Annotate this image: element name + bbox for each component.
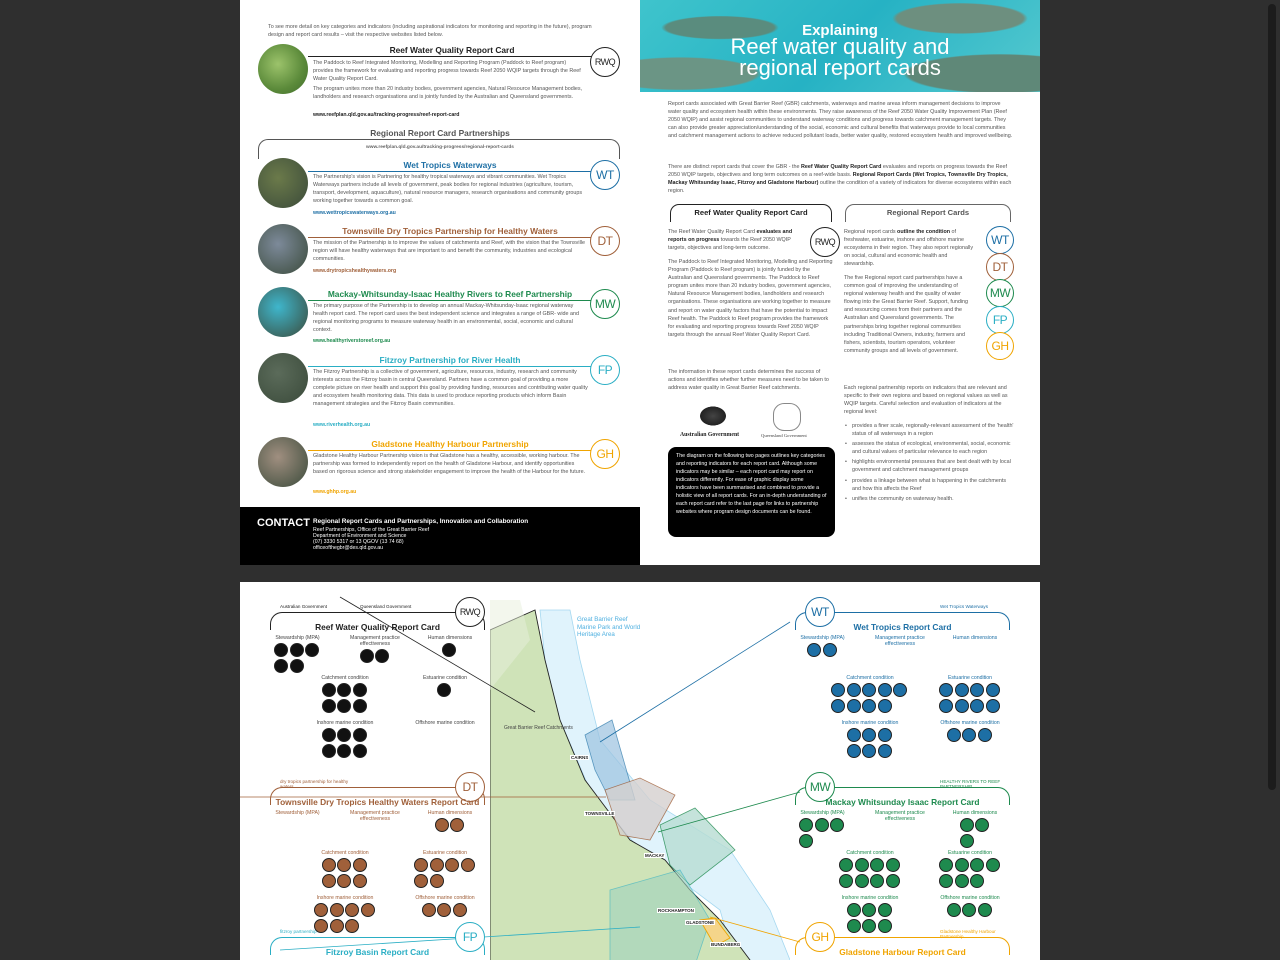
partner-link[interactable]: www.ghhp.org.au <box>313 489 357 495</box>
indicator-icon <box>878 683 892 697</box>
indicator-icon <box>986 683 1000 697</box>
indicator-icon <box>337 699 351 713</box>
category-label-inshore: Inshore marine condition <box>316 895 374 901</box>
indicator-icon <box>445 858 459 872</box>
category-label-stewardship: Stewardship (MPA) <box>275 635 320 641</box>
regional-badge-gh: GH <box>986 332 1014 360</box>
indicator-icon <box>978 728 992 742</box>
category-label-estuarine: Estuarine condition <box>422 675 468 681</box>
indicator-icon <box>960 834 974 848</box>
indicator-icon <box>830 818 844 832</box>
indicator-icon <box>831 683 845 697</box>
regional-badge-fp: FP <box>986 306 1014 334</box>
indicator-icon <box>360 649 374 663</box>
indicator-icon <box>878 728 892 742</box>
indicator-icon <box>330 919 344 933</box>
intro-para-2: There are distinct report cards that cover the GBR - the Reef Water Quality Report Card evaluates and reports on progress towards the Reef 2050 WQIP targets, objectives and long term outcomes on a reef-wide basis. Regional Report Cards (Wet Tropics, Townsville Dry Tropics, Mackay Whitsunday Isaac, Fitzroy and Gladstone Harbour) outline the condition of a variety of indicators for diverse ecosystems within each region. <box>668 164 1012 195</box>
city-label: BUNDABERG <box>711 942 741 947</box>
category-label-mpe: Management practice effectiveness <box>875 635 925 647</box>
wt-card-title: Wet Tropics Report Card <box>853 622 952 632</box>
partner-text: Gladstone Healthy Harbour Partnership vision is that Gladstone has a healthy, accessible, working harbour. The partnership was formed to independently report on the health of Gladstone Harbour, and identify opportunities based on rigorous science and strong stakeholder engagement to improve the health of the Harbour for the future. <box>313 453 586 476</box>
gh-card-title: Gladstone Harbour Report Card <box>839 947 966 957</box>
indicator-icon <box>855 874 869 888</box>
indicator-icon <box>955 874 969 888</box>
category-label-human: Human dimensions <box>427 810 473 816</box>
contact-line: Department of Environment and Science <box>313 533 407 539</box>
mw-logo: HEALTHY RIVERS TO REEF PARTNERSHIP <box>940 779 1001 789</box>
partner-text: The mission of the Partnership is to improve the values of catchments and Reef, with the vision that the Townsville region will have healthy waterways that are important to and benefit the community, industries and ecological communities. <box>313 240 585 263</box>
qld-gov-logo-text: Queensland Government <box>761 433 807 438</box>
category-label-stewardship: Stewardship (MPA) <box>800 635 845 641</box>
indicator-icon <box>970 683 984 697</box>
rwq-link[interactable]: www.reefplan.qld.gov.au/tracking-progress/reef-report-card <box>313 112 460 118</box>
indicator-icon <box>886 874 900 888</box>
indicator-icon <box>422 903 436 917</box>
partner-title: Fitzroy Partnership for River Health <box>379 355 521 365</box>
category-label-inshore: Inshore marine condition <box>316 720 374 726</box>
partner-photo <box>258 353 308 403</box>
partner-badge: MW <box>590 289 620 319</box>
city-label: ROCKHAMPTON <box>658 908 694 913</box>
regional-title: Regional Report Card Partnerships <box>370 128 510 138</box>
contact-panel <box>240 507 640 565</box>
indicator-icon <box>970 699 984 713</box>
indicator-icon <box>862 919 876 933</box>
indicator-icon <box>437 683 451 697</box>
banner-line1: Explaining <box>802 22 878 39</box>
dt-card-title: Townsville Dry Tropics Healthy Waters Report Card <box>275 797 480 807</box>
category-label-estuarine: Estuarine condition <box>422 850 468 856</box>
indicator-icon <box>939 699 953 713</box>
regional-box-text-1: Regional report cards outline the condition of freshwater, estuarine, inshore and offshore marine ecosystems in their region. They also report regionally on social, cultural and economic health and stewardship. <box>844 229 974 268</box>
indicator-icon <box>939 858 953 872</box>
indicator-icon <box>960 818 974 832</box>
gh-logo: Gladstone Healthy Harbour Partnership <box>940 929 996 939</box>
indicator-icon <box>847 919 861 933</box>
indicator-icon <box>375 649 389 663</box>
indicator-icon <box>823 643 837 657</box>
indicator-icon <box>878 699 892 713</box>
regional-box-text-3: Each regional partnership reports on indicators that are relevant and specific to their own regions and based on regional values as well as WQIP targets. Careful selection and evaluation of indicators at the regional level: <box>844 385 1008 416</box>
page-right <box>640 0 1040 565</box>
indicator-icon <box>450 818 464 832</box>
indicator-icon <box>986 858 1000 872</box>
indicator-icon <box>322 874 336 888</box>
regional-badge-mw: MW <box>986 279 1014 307</box>
mw-badge: MW <box>805 772 835 802</box>
page-diagram <box>240 582 1040 960</box>
category-label-inshore: Inshore marine condition <box>841 895 899 901</box>
category-label-stewardship: Stewardship (MPA) <box>275 810 320 816</box>
partner-photo <box>258 287 308 337</box>
intro-text: To see more detail on key categories and indicators (including aspirational indicators for monitoring and reporting in the future), program design and report card results – visit the respective websites listed below. <box>268 24 592 39</box>
indicator-icon <box>962 728 976 742</box>
category-label-mpe: Management practice effectiveness <box>350 810 400 822</box>
bullet: • provides a linkage between what is happening in the catchments and how this affects the Reef <box>844 477 1016 493</box>
rwq-photo <box>258 44 308 94</box>
indicator-icon <box>970 874 984 888</box>
dt-badge: DT <box>455 772 485 802</box>
partner-link[interactable]: www.healthyriverstoreef.org.au <box>313 338 391 344</box>
indicator-icon <box>453 903 467 917</box>
indicator-icon <box>414 874 428 888</box>
contact-label: CONTACT <box>257 517 310 529</box>
aus-gov-logo-text: Australian Government <box>680 432 740 438</box>
indicator-icon <box>878 919 892 933</box>
indicator-icon <box>353 728 367 742</box>
city-label: GLADSTONE <box>686 920 715 925</box>
indicator-icon <box>839 874 853 888</box>
partner-photo <box>258 158 308 208</box>
partner-photo <box>258 437 308 487</box>
partner-title: Wet Tropics Waterways <box>403 160 497 170</box>
indicator-icon <box>978 903 992 917</box>
page-left <box>240 0 640 565</box>
category-label-human: Human dimensions <box>427 635 473 641</box>
regional-link[interactable]: www.reefplan.qld.gov.au/tracking-progress/regional-report-cards <box>366 145 514 150</box>
indicator-icon <box>322 858 336 872</box>
indicator-icon <box>886 858 900 872</box>
fp-card-title: Fitzroy Basin Report Card <box>325 947 430 957</box>
category-label-offshore: Offshore marine condition <box>415 895 475 901</box>
regional-box-text-2: The five Regional report card partnerships have a common goal of improving the understanding of regional waterway health and the quality of water flowing into the Great Barrier Reef. Support, funding and resourcing comes from their partners and the Australian and Queensland governments. The partnerships bring together regional communities including Traditional Owners, industry, farmers and fishers, scientists, tourism operators, volunteer community groups and all levels of government. <box>844 275 969 354</box>
indicator-icon <box>831 699 845 713</box>
indicator-icon <box>986 699 1000 713</box>
indicator-icon <box>862 683 876 697</box>
indicator-icon <box>975 818 989 832</box>
rwq-text-2: The program unites more than 20 industry bodies, government agencies, Natural Resource Management bodies, landholders and research organisations and is jointly funded by the Australian and Queensland governments. <box>313 86 583 101</box>
partner-badge: DT <box>590 226 620 256</box>
rwq-box-text-2: The Paddock to Reef Integrated Monitoring, Modelling and Reporting Program (Paddock to Reef program) is jointly funded by the Australian and Queensland governments. The Paddock to Reef program unites more than 20 industry bodies, government agencies, Natural Resource Management bodies, landholders and research organisations. These organisations are working together to measure and report on water quality factors that have the potential to impact Reef health. The Paddock to Reef program provides the framework for evaluating and reporting progress towards Reef 2050 WQIP targets through the annual Reef Water Quality Report Card. <box>668 259 833 338</box>
partner-title: Gladstone Healthy Harbour Partnership <box>371 439 529 449</box>
indicator-icon <box>345 919 359 933</box>
indicator-icon <box>305 643 319 657</box>
category-label-catchment: Catchment condition <box>321 675 369 681</box>
indicator-icon <box>862 699 876 713</box>
gh-badge: GH <box>805 922 835 952</box>
indicator-icon <box>947 903 961 917</box>
catchments-label: Great Barrier Reef Catchments <box>504 725 573 731</box>
bullet: • provides a finer scale, regionally-relevant assessment of the 'health' status of all waterways in a region <box>844 422 1016 438</box>
indicator-icon <box>939 683 953 697</box>
rwq-box-text-3: The information in these report cards determines the success of actions and identifies whether further measures need to be taken to address water quality in Great Barrier Reef catchments. <box>668 369 829 392</box>
rwq-text-1: The Paddock to Reef Integrated Monitoring, Modelling and Reporting Program (Paddock to Reef program) provides the framework for evaluating and reporting progress towards Reef 2050 WQIP targets through the Reef Water Quality Report Card. <box>313 60 581 83</box>
wt-badge: WT <box>805 597 835 627</box>
indicator-icon <box>862 744 876 758</box>
rwq-logo-2: Queensland Government <box>360 604 412 609</box>
bullet: • assesses the status of ecological, environmental, social, economic and cultural values of particular relevance to each region <box>844 440 1016 456</box>
banner-line3: regional report cards <box>739 55 941 80</box>
indicator-icon <box>461 858 475 872</box>
indicator-icon <box>962 903 976 917</box>
intro-para-1: Report cards associated with Great Barrier Reef (GBR) catchments, waterways and marine areas inform management decisions to improve water quality and ecosystem health within these environments. They raise awareness of the Reef 2050 Water Quality Improvement Plan (Reef 2050 WQIP) and assist regional communities to understand waterway conditions and progress towards catchment management targets. They can also provide greater appreciation/understanding of the social, economic and cultural benefits that waterways provide to local communities and catchment management actions to achieve reduced pollutant loads, better water quality, restored ecosystem health and improved wellbeing. <box>668 101 1013 140</box>
indicator-icon <box>870 874 884 888</box>
indicator-icon <box>430 874 444 888</box>
indicator-icon <box>337 728 351 742</box>
indicator-icon <box>337 874 351 888</box>
indicator-icon <box>878 744 892 758</box>
indicator-icon <box>314 903 328 917</box>
category-label-offshore: Offshore marine condition <box>940 895 1000 901</box>
indicator-icon <box>839 858 853 872</box>
category-label-offshore: Offshore marine condition <box>415 720 475 726</box>
indicator-icon <box>847 903 861 917</box>
indicator-icon <box>878 903 892 917</box>
indicator-icon <box>893 683 907 697</box>
indicator-icon <box>799 834 813 848</box>
category-label-offshore: Offshore marine condition <box>940 720 1000 726</box>
city-label: MACKAY <box>645 853 665 858</box>
partner-badge: WT <box>590 160 620 190</box>
contact-line: Reef Partnerships, Office of the Great Barrier Reef <box>313 527 430 533</box>
rwq-card-title: Reef Water Quality Report Card <box>315 622 440 632</box>
regional-box-title: Regional Report Cards <box>886 208 970 217</box>
indicator-icon <box>353 858 367 872</box>
indicator-icon <box>337 858 351 872</box>
bullet: • unifies the community on waterway health. <box>844 495 1016 503</box>
wt-logo: Wet Tropics Waterways <box>940 604 988 609</box>
partner-link[interactable]: www.drytropicshealthywaters.org <box>313 268 397 274</box>
category-label-estuarine: Estuarine condition <box>947 850 993 856</box>
partner-badge: GH <box>590 439 620 469</box>
category-label-inshore: Inshore marine condition <box>841 720 899 726</box>
category-label-mpe: Management practice effectiveness <box>875 810 925 822</box>
indicator-icon <box>435 818 449 832</box>
partner-title: Mackay-Whitsunday-Isaac Healthy Rivers to Reef Partnership <box>327 289 573 299</box>
indicator-icon <box>799 818 813 832</box>
dt-logo: dry tropics partnership for healthy waters <box>280 779 349 789</box>
rwq-box-title: Reef Water Quality Report Card <box>694 208 808 217</box>
category-label-human: Human dimensions <box>952 635 998 641</box>
indicator-icon <box>955 683 969 697</box>
category-label-catchment: Catchment condition <box>846 850 894 856</box>
indicator-icon <box>807 643 821 657</box>
australian-government-crest <box>698 405 728 427</box>
mw-card-title: Mackay Whitsunday Isaac Report Card <box>825 797 980 807</box>
rwq-box-text-1: The Reef Water Quality Report Card evaluates and reports on progress towards the Reef 2050 WQIP targets, objectives and long-term outcome. <box>668 229 793 252</box>
indicator-icon <box>290 643 304 657</box>
vertical-scrollbar[interactable] <box>1268 4 1276 790</box>
indicator-icon <box>437 903 451 917</box>
indicator-icon <box>353 699 367 713</box>
indicator-icon <box>862 903 876 917</box>
indicator-icon <box>274 643 288 657</box>
indicator-icon <box>274 659 288 673</box>
indicator-icon <box>442 643 456 657</box>
indicator-icon <box>353 744 367 758</box>
indicator-icon <box>337 683 351 697</box>
rwq-badge: RWQ <box>455 597 485 627</box>
category-label-catchment: Catchment condition <box>321 850 369 856</box>
marine-park-label: Great Barrier Reef Marine Park and World Heritage Area <box>577 616 641 639</box>
partner-text: The Partnership's vision is Partnering for healthy tropical waterways and vibrant communities. Wet Tropics Waterways partners include all levels of government, peak bodies for regional industries (agriculture, tourism, transport, development, aquaculture), natural resource managers, research organisations and community groups working together towards a common goal. <box>313 174 583 205</box>
regional-bullets <box>844 422 1016 505</box>
category-label-mpe: Management practice effectiveness <box>350 635 400 647</box>
indicator-icon <box>330 903 344 917</box>
indicator-icon <box>322 744 336 758</box>
partner-text: The Fitzroy Partnership is a collective of government, agriculture, resources, industry, research and community interests across the Fitzroy basin in central Queensland. Partners have a common goal of providing a more complete picture on river health and support this goal by providing funding, resources and contributing water quality and ecosystem health monitoring data. This data is used to produce reporting products which inform Basin management strategies and the Fitzroy Basin communities. <box>313 369 588 408</box>
indicator-icon <box>862 728 876 742</box>
indicator-icon <box>955 699 969 713</box>
banner-image <box>640 0 1040 92</box>
indicator-icon <box>414 858 428 872</box>
queensland-government-crest <box>773 403 801 431</box>
contact-heading: Regional Report Cards and Partnerships, Innovation and Collaboration <box>313 518 529 525</box>
fp-badge: FP <box>455 922 485 952</box>
indicator-icon <box>322 728 336 742</box>
indicator-icon <box>322 683 336 697</box>
rwq-badge: RWQ <box>590 47 620 77</box>
category-label-estuarine: Estuarine condition <box>947 675 993 681</box>
partner-badge: FP <box>590 355 620 385</box>
indicator-icon <box>939 874 953 888</box>
partner-title: Townsville Dry Tropics Partnership for Healthy Waters <box>342 226 558 236</box>
indicator-icon <box>955 858 969 872</box>
category-label-stewardship: Stewardship (MPA) <box>800 810 845 816</box>
indicator-icon <box>290 659 304 673</box>
indicator-icon <box>322 699 336 713</box>
rwq-box-badge: RWQ <box>810 227 840 257</box>
partner-link[interactable]: www.wettropicswaterways.org.au <box>313 210 396 216</box>
city-label: TOWNSVILLE <box>585 811 615 816</box>
contact-email[interactable]: officeofthegbr@des.qld.gov.au <box>313 545 383 551</box>
regional-badge-wt: WT <box>986 226 1014 254</box>
category-label-human: Human dimensions <box>952 810 998 816</box>
bullet: • highlights environmental pressures that are best dealt with by local government and catchment management groups <box>844 458 1016 474</box>
indicator-icon <box>847 699 861 713</box>
indicator-icon <box>353 874 367 888</box>
indicator-icon <box>815 818 829 832</box>
rwq-title: Reef Water Quality Report Card <box>389 45 515 55</box>
note-box: The diagram on the following two pages outlines key categories and reporting indicators for each report card. Although some indicators may be similar – each report card may report on indicators differently. For ease of graphic display some indicators have been summarised and combined to provide a holistic view of all report cards. For an in-depth understanding of each report card refer to the last page for links to partnership websites where program design documents can be found. <box>668 447 835 537</box>
indicator-icon <box>847 683 861 697</box>
partner-link[interactable]: www.riverhealth.org.au <box>313 422 371 428</box>
indicator-icon <box>870 858 884 872</box>
partner-photo <box>258 224 308 274</box>
rwq-logo: Australian Government <box>280 604 327 609</box>
indicator-icon <box>947 728 961 742</box>
regional-badge-dt: DT <box>986 253 1014 281</box>
indicator-icon <box>353 683 367 697</box>
indicator-icon <box>430 858 444 872</box>
category-label-catchment: Catchment condition <box>846 675 894 681</box>
partner-text: The primary purpose of the Partnership is to develop an annual Mackay-Whitsunday-Isaac regional waterway health report card. The report card uses the best independent science and integrates a range of GBR- wide and regional monitoring programs to measure waterway health in an environmental, social, economic and cultural context. <box>313 303 580 334</box>
indicator-icon <box>847 744 861 758</box>
indicator-icon <box>345 903 359 917</box>
indicator-icon <box>970 858 984 872</box>
city-label: CAIRNS <box>571 755 589 760</box>
indicator-icon <box>855 858 869 872</box>
indicator-icon <box>361 903 375 917</box>
indicator-icon <box>337 744 351 758</box>
fp-logo: fitzroy partnership <box>280 929 317 934</box>
indicator-icon <box>847 728 861 742</box>
banner-line2: Reef water quality and <box>730 34 950 59</box>
contact-line: (07) 3330 5317 or 13 QGOV (13 74 68) <box>313 539 404 545</box>
